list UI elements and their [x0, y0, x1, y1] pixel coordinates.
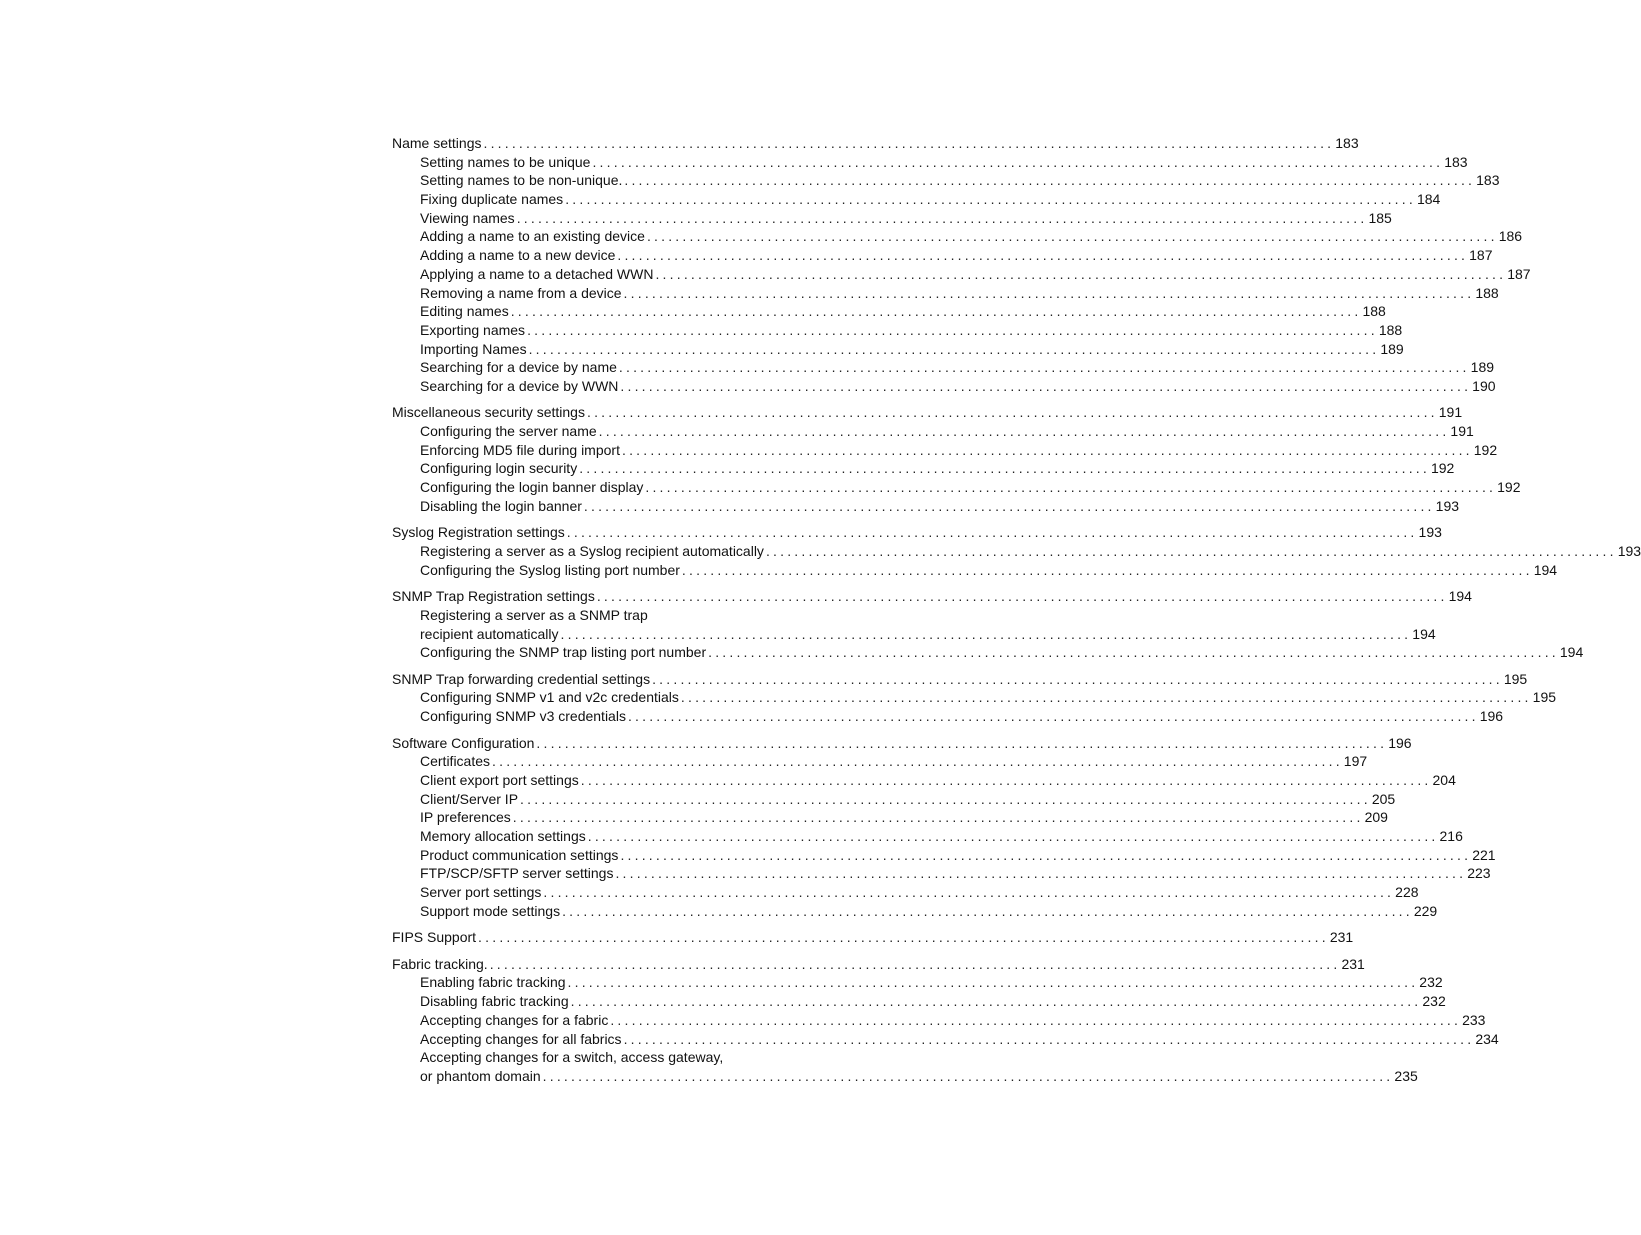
toc-subentry[interactable]: [392, 321, 1403, 340]
dot-leader: ........................................................................................................................: [623, 1030, 1475, 1047]
dot-leader: ........................................................................................................................: [562, 902, 1413, 919]
toc-section: [392, 928, 1354, 947]
toc-entry-title: Support mode settings: [420, 902, 561, 919]
toc-entry-title: Client export port settings: [420, 771, 579, 788]
toc-page-number: 184: [1416, 191, 1441, 208]
dot-leader: ........................................................................................................................: [645, 479, 1497, 496]
toc-entry-title: Configuring SNMP v1 and v2c credentials: [420, 689, 679, 706]
dot-leader: ........................................................................................................................: [483, 135, 1335, 151]
toc-entry-title: Miscellaneous security settings: [392, 404, 585, 421]
toc-entry-title: Configuring the server name: [420, 423, 597, 440]
toc-page-number: 232: [1422, 993, 1446, 1010]
toc-entry-title: IP preferences: [420, 809, 511, 826]
toc-subentry[interactable]: [392, 864, 1491, 883]
toc-page-number: 196: [1479, 708, 1504, 725]
dot-leader: ........................................................................................................................: [527, 321, 1378, 338]
toc-page-number: 216: [1439, 828, 1463, 845]
toc-entry-title: Registering a server as a Syslog recipient automatically: [420, 543, 764, 560]
toc-entry-title: Fabric tracking.: [392, 955, 488, 972]
toc-entry-title: Importing Names: [420, 340, 527, 357]
toc-page-number: 196: [1388, 734, 1412, 751]
toc-page-number: 186: [1498, 228, 1523, 245]
toc-entry-title: Adding a name to a new device: [420, 247, 616, 264]
dot-leader: ........................................................................................................................: [478, 929, 1329, 946]
toc-page-number: 192: [1430, 460, 1455, 477]
toc-section: [392, 587, 1584, 662]
dot-leader: ........................................................................................................................: [708, 644, 1559, 661]
dot-leader: ........................................................................................................................: [623, 284, 1475, 301]
dot-leader: ........................................................................................................................: [615, 865, 1467, 882]
toc-subentry[interactable]: [392, 422, 1474, 441]
toc-section-entry[interactable]: [392, 955, 1365, 974]
toc-page-number: 190: [1472, 377, 1496, 394]
toc-subentry[interactable]: [392, 153, 1468, 172]
toc-entry-title: Searching for a device by name: [420, 359, 617, 376]
toc-page-number: 234: [1475, 1030, 1499, 1047]
toc-page-number: 221: [1472, 846, 1496, 863]
toc-page-number: 205: [1371, 790, 1396, 807]
toc-page-number: 193: [1418, 524, 1442, 541]
toc-page-number: 195: [1503, 670, 1528, 687]
toc-subentry[interactable]: [392, 1030, 1499, 1049]
dot-leader: ........................................................................................................................: [655, 265, 1507, 282]
toc-subentry[interactable]: [392, 643, 1584, 662]
toc-subentry[interactable]: [392, 340, 1404, 359]
dot-leader: ........................................................................................................................: [543, 884, 1395, 901]
toc-page-number: 229: [1413, 902, 1438, 919]
toc-subentry[interactable]: [392, 284, 1499, 303]
dot-leader: ........................................................................................................................: [620, 377, 1472, 394]
dot-leader: ........................................................................................................................: [520, 790, 1371, 807]
toc-page-number: 231: [1329, 929, 1354, 946]
toc-subentry[interactable]: [392, 246, 1493, 265]
dot-leader: ........................................................................................................................: [536, 734, 1388, 751]
toc-subentry[interactable]: [392, 227, 1523, 246]
dot-leader: ........................................................................................................................: [566, 524, 1418, 541]
toc-subentry-first-line[interactable]: Registering a server as a SNMP trap: [420, 606, 648, 623]
toc-entry-title: Viewing names: [420, 209, 515, 226]
toc-entry-title: SNMP Trap forwarding credential settings: [392, 670, 651, 687]
toc-subentry[interactable]: [392, 209, 1392, 228]
toc-entry-title: Setting names to be unique: [420, 153, 591, 170]
toc-page-number: 195: [1532, 689, 1557, 706]
toc-page-number: 192: [1473, 441, 1498, 458]
dot-leader: ........................................................................................................................: [586, 404, 1438, 421]
toc-section: [392, 523, 1641, 579]
toc-page-number: 183: [1476, 172, 1500, 189]
dot-leader: ........................................................................................................................: [621, 441, 1473, 458]
toc-entry-title: FIPS Support: [392, 929, 477, 946]
dot-leader: ........................................................................................................................: [680, 689, 1532, 706]
toc-page-number: 187: [1507, 265, 1531, 282]
toc-page-number: 189: [1470, 359, 1495, 376]
toc-entry-title: Certificates: [420, 753, 491, 770]
toc-subentry[interactable]: [392, 707, 1504, 726]
toc-entry-title: SNMP Trap Registration settings: [392, 588, 595, 605]
dot-leader: ........................................................................................................................: [516, 209, 1368, 226]
dot-leader: ........................................................................................................................: [596, 588, 1448, 605]
toc-subentry[interactable]: [392, 846, 1496, 865]
toc-entry-title: Enabling fabric tracking: [420, 974, 566, 991]
toc-subentry[interactable]: [392, 992, 1446, 1011]
dot-leader: ........................................................................................................................: [681, 561, 1533, 578]
toc-subentry[interactable]: [392, 1067, 1418, 1086]
toc-page-number: 194: [1559, 644, 1584, 661]
toc-section: [392, 955, 1499, 1086]
toc-section-entry[interactable]: [392, 670, 1528, 689]
toc-entry-title: Memory allocation settings: [420, 828, 586, 845]
toc-entry-title: Client/Server IP: [420, 790, 519, 807]
toc-entry-title: Product communication settings: [420, 846, 619, 863]
dot-leader: ........................................................................................................................: [510, 303, 1362, 320]
toc-entry-title: Adding a name to an existing device: [420, 228, 645, 245]
dot-leader: ........................................................................................................................: [579, 460, 1430, 477]
dot-leader: ........................................................................................................................: [617, 247, 1469, 264]
toc-section-entry[interactable]: [392, 134, 1359, 153]
dot-leader: ........................................................................................................................: [624, 172, 1476, 189]
dot-leader: ........................................................................................................................: [560, 625, 1412, 642]
toc-entry-title: Accepting changes for all fabrics: [420, 1030, 622, 1047]
toc-entry-title: or phantom domain: [420, 1067, 541, 1084]
toc-entry-title: recipient automatically: [420, 625, 559, 642]
dot-leader: ........................................................................................................................: [598, 423, 1450, 440]
toc-subentry[interactable]: [392, 752, 1368, 771]
toc-page-number: 223: [1467, 865, 1491, 882]
dot-leader: ........................................................................................................................: [610, 1011, 1462, 1028]
toc-entry-title: Accepting changes for a fabric: [420, 1011, 609, 1028]
toc-section-entry[interactable]: [392, 928, 1354, 947]
toc-subentry[interactable]: [392, 973, 1443, 992]
toc-subentry[interactable]: [392, 771, 1456, 790]
toc-entry-title: Configuring SNMP v3 credentials: [420, 708, 626, 725]
toc-section: [392, 734, 1496, 921]
toc-subentry[interactable]: [392, 625, 1436, 644]
toc-page-number: 191: [1450, 423, 1474, 440]
toc-subentry[interactable]: [392, 808, 1388, 827]
toc-entry-title: Software Configuration: [392, 734, 535, 751]
toc-entry-title: Server port settings: [420, 884, 542, 901]
toc-page-number: 194: [1533, 561, 1558, 578]
toc-page-number: 197: [1343, 753, 1368, 770]
dot-leader: ........................................................................................................................: [627, 708, 1479, 725]
toc-page-number: 188: [1475, 284, 1499, 301]
toc-entry-title: Configuring the Syslog listing port number: [420, 561, 680, 578]
dot-leader: ........................................................................................................................: [765, 543, 1617, 560]
toc-subentry[interactable]: [392, 441, 1498, 460]
toc-entry-title: Configuring login security: [420, 460, 578, 477]
toc-entry-title: Editing names: [420, 303, 509, 320]
toc-page-number: 228: [1395, 884, 1419, 901]
toc-subentry[interactable]: [392, 790, 1396, 809]
toc-subentry[interactable]: [392, 827, 1463, 846]
toc-page-number: 232: [1419, 974, 1443, 991]
toc-entry-title: Disabling fabric tracking: [420, 993, 569, 1010]
dot-leader: ........................................................................................................................: [567, 974, 1419, 991]
toc-section: [392, 403, 1521, 515]
dot-leader: ........................................................................................................................: [580, 771, 1432, 788]
toc-page-number: 187: [1469, 247, 1493, 264]
toc-entry-title: Setting names to be non-unique.: [420, 172, 623, 189]
toc-section-entry[interactable]: [392, 523, 1442, 542]
dot-leader: ........................................................................................................................: [620, 846, 1472, 863]
toc-entry-title: Fixing duplicate names: [420, 191, 564, 208]
toc-subentry[interactable]: [392, 1011, 1486, 1030]
toc-section: [392, 670, 1557, 726]
toc-page-number: 235: [1394, 1067, 1418, 1084]
toc-section: [392, 134, 1531, 396]
toc-page-number: 231: [1341, 955, 1365, 972]
toc-subentry[interactable]: [392, 561, 1558, 580]
toc-entry-title: Exporting names: [420, 321, 526, 338]
dot-leader: ........................................................................................................................: [618, 359, 1470, 376]
toc-subentry[interactable]: [392, 478, 1521, 497]
toc-section-entry[interactable]: [392, 734, 1412, 753]
toc-page-number: 193: [1435, 497, 1460, 514]
table-of-contents: [392, 134, 1641, 1093]
dot-leader: ........................................................................................................................: [528, 340, 1380, 357]
toc-subentry[interactable]: [392, 377, 1496, 396]
toc-subentry[interactable]: [392, 459, 1455, 478]
toc-page-number: 233: [1462, 1011, 1486, 1028]
toc-page-number: 191: [1438, 404, 1463, 421]
toc-page-number: 204: [1432, 771, 1456, 788]
toc-subentry[interactable]: [392, 542, 1641, 561]
toc-subentry[interactable]: [392, 190, 1441, 209]
toc-entry-title: FTP/SCP/SFTP server settings: [420, 865, 614, 882]
toc-subentry[interactable]: [392, 497, 1460, 516]
toc-subentry[interactable]: [392, 688, 1557, 707]
toc-entry-title: Configuring the login banner display: [420, 479, 644, 496]
dot-leader: ........................................................................................................................: [512, 809, 1364, 826]
toc-subentry[interactable]: [392, 265, 1531, 284]
dot-leader: ........................................................................................................................: [652, 670, 1503, 687]
toc-entry-title: Enforcing MD5 file during import: [420, 441, 620, 458]
toc-page-number: 209: [1364, 809, 1388, 826]
dot-leader: ........................................................................................................................: [587, 828, 1439, 845]
toc-subentry[interactable]: [392, 358, 1495, 377]
dot-leader: ........................................................................................................................: [565, 191, 1416, 208]
dot-leader: ........................................................................................................................: [492, 753, 1343, 770]
toc-section-entry[interactable]: [392, 403, 1463, 422]
toc-page-number: 194: [1448, 588, 1472, 605]
toc-page-number: 185: [1368, 209, 1392, 226]
toc-entry-title: Removing a name from a device: [420, 284, 622, 301]
dot-leader: ........................................................................................................................: [542, 1067, 1394, 1084]
toc-entry-title: Syslog Registration settings: [392, 524, 565, 541]
toc-subentry[interactable]: [392, 302, 1386, 321]
toc-page-number: 188: [1378, 321, 1403, 338]
toc-subentry[interactable]: [392, 171, 1500, 190]
toc-page-number: 189: [1380, 340, 1404, 357]
dot-leader: ........................................................................................................................: [489, 955, 1341, 972]
toc-subentry[interactable]: [392, 883, 1419, 902]
dot-leader: ........................................................................................................................: [592, 153, 1444, 170]
toc-page-number: 194: [1412, 625, 1436, 642]
toc-page-number: 188: [1362, 303, 1386, 320]
toc-entry-title: Disabling the login banner: [420, 497, 582, 514]
dot-leader: ........................................................................................................................: [583, 497, 1435, 514]
toc-entry-title: Applying a name to a detached WWN: [420, 265, 654, 282]
toc-section-entry[interactable]: [392, 587, 1472, 606]
toc-subentry-first-line[interactable]: Accepting changes for a switch, access gateway,: [420, 1049, 724, 1066]
dot-leader: ........................................................................................................................: [570, 993, 1422, 1010]
toc-page-number: 192: [1497, 479, 1521, 496]
toc-page-number: 183: [1335, 135, 1359, 151]
toc-page-number: 193: [1617, 543, 1641, 560]
dot-leader: ........................................................................................................................: [646, 228, 1498, 245]
toc-page-number: 183: [1444, 153, 1468, 170]
toc-subentry[interactable]: [392, 902, 1438, 921]
toc-entry-title: Searching for a device by WWN: [420, 377, 619, 394]
toc-entry-title: Configuring the SNMP trap listing port number: [420, 644, 707, 661]
toc-entry-title: Name settings: [392, 135, 482, 151]
